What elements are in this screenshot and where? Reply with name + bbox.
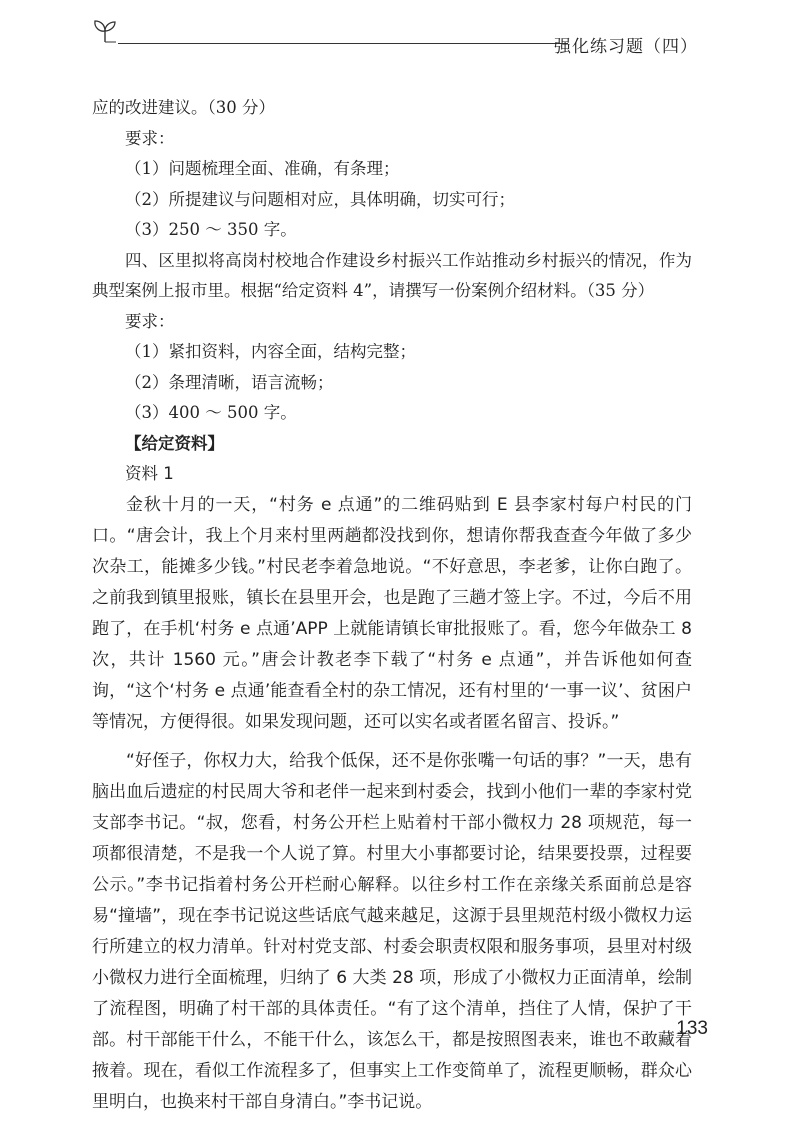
question-3-requirement: （2）所提建议与问题相对应，具体明确，切实可行； (125, 189, 515, 209)
question-4-requirement: （1）紧扣资料，内容全面，结构完整； (125, 342, 416, 361)
question-4-requirement: （3）400 ～ 500 字。 (125, 403, 297, 422)
question-3-requirements-label: 要求： (125, 128, 175, 148)
page-body (92, 93, 692, 1118)
sprout-icon (92, 18, 118, 44)
question-4-requirement: （2）条理清晰，语言流畅； (125, 372, 334, 392)
materials-heading: 【给定资料】 (125, 433, 224, 453)
material-1-paragraph: 金秋十月的一天，“村务 e 点通”的二维码贴到 E 县李家村每户村民的门口。“唐会计，我上个月来村里两趟都没找到你，想请你帮我查查今年做了多少次杂工，能摊多少钱。”村民老李着急地说。“不好意思，李老爹，让你白跑了。之前我到镇里报账，镇长在县里开会，也是跑了三趟才签上字。不过，今后不用跑了，在手机‘村务 e 点通’APP 上就能请镇长审批报账了。看，您今年做杂工 8 次，共计 1560 元。”唐会计教老李下载了“村务 e 点通”，并告诉他如何查询，“这个‘村务 e 点通’能查看全村的杂工情况，还有村里的‘一事一议’、贫困户等情况，方便得很。如果发现问题，还可以实名或者匿名留言、投诉。” (92, 494, 692, 732)
question-3-requirement: （3）250 ～ 350 字。 (125, 220, 297, 239)
question-4: 四、区里拟将高岗村校地合作建设乡村振兴工作站推动乡村振兴的情况，作为典型案例上报市里。根据“给定资料 4”，请撰写一份案例介绍材料。（35 分） (92, 250, 692, 300)
running-head: 强化练习题（四） (554, 37, 698, 57)
page-number: 133 (676, 1018, 708, 1039)
question-3-tail: 应的改进建议。（30 分） (92, 98, 275, 117)
header-rule (118, 43, 568, 44)
page-header (92, 18, 704, 58)
question-4-requirements-label: 要求： (125, 311, 175, 331)
material-1-paragraph: “好侄子，你权力大，给我个低保，还不是你张嘴一句话的事？”一天，患有脑出血后遗症的村民周大爷和老伴一起来到村委会，找到小他们一辈的李家村党支部李书记。“叔，您看，村务公开栏上贴着村干部小微权力 28 项规范，每一项都很清楚，不是我一个人说了算。村里大小事都要讨论，结果要投票，过程要公示。”李书记指着村务公开栏耐心解释。以往乡村工作在亲缘关系面前总是容易“撞墙”，现在李书记说这些话底气越来越足，这源于县里规范村级小微权力运行所建立的权力清单。针对村党支部、村委会职责权限和服务事项，县里对村级小微权力进行全面梳理，归纳了 6 大类 28 项，形成了小微权力正面清单，绘制了流程图，明确了村干部的具体责任。“有了这个清单，挡住了人情，保护了干部。村干部能干什么，不能干什么，该怎么干，都是按照图表来，谁也不敢藏着掖着。现在，看似工作流程多了，但事实上工作变简单了，流程更顺畅，群众心里明白，也换来村干部自身清白。”李书记说。 (92, 750, 692, 1112)
material-1-label: 资料 1 (125, 464, 174, 483)
question-3-requirement: （1）问题梳理全面、准确，有条理； (125, 159, 400, 178)
